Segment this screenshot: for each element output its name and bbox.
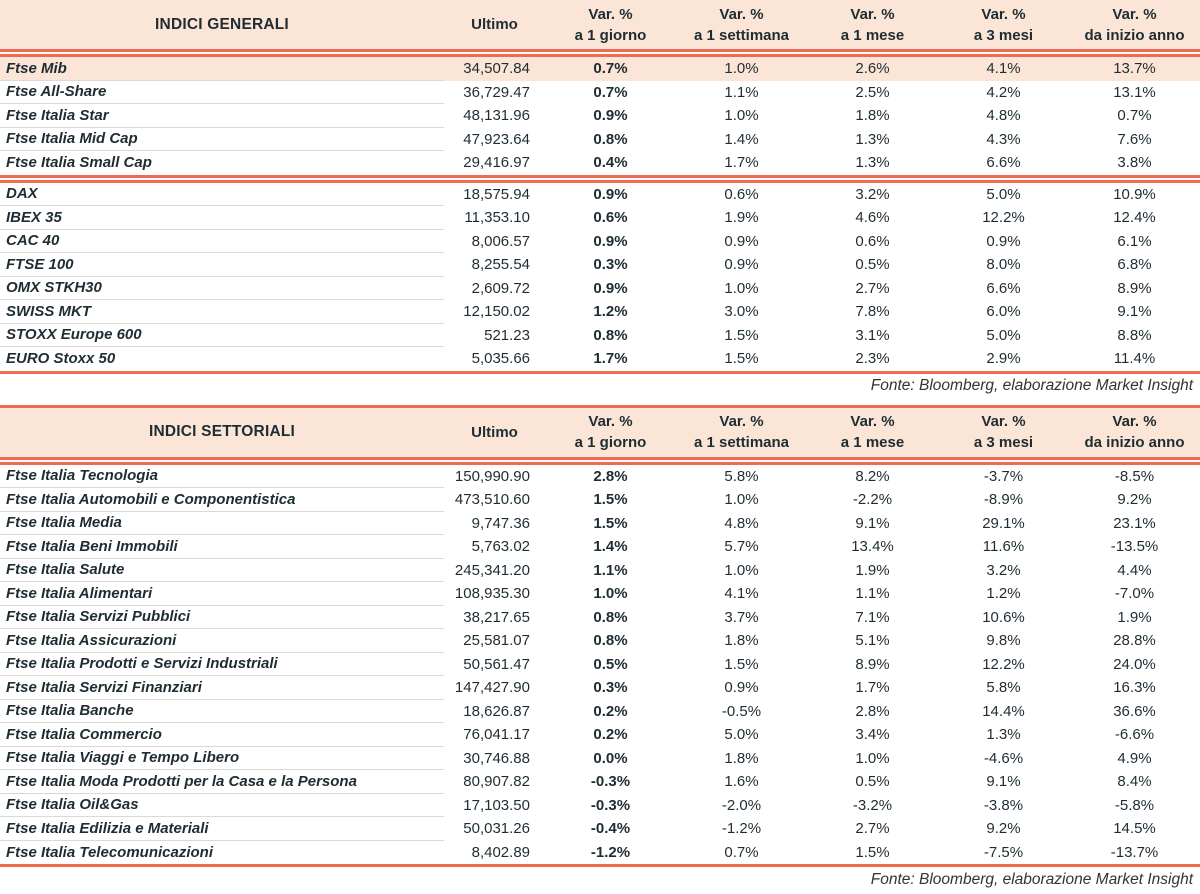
- var-3-mesi-value: -3.8%: [983, 796, 1024, 814]
- var-1-settimana-value: 5.8%: [724, 467, 759, 485]
- ultimo-value: 5,035.66: [471, 350, 530, 368]
- var-3-mesi-value: 1.3%: [986, 726, 1021, 744]
- ultimo-value: 29,416.97: [463, 154, 530, 172]
- var-1-settimana-value: 1.5%: [724, 655, 759, 673]
- var-3-mesi-value: 6.0%: [986, 303, 1021, 321]
- var-1-settimana-value: 1.9%: [724, 209, 759, 227]
- var-label-line1: Var. %: [719, 5, 764, 23]
- ultimo-value: 50,561.47: [463, 655, 530, 673]
- var-inizio-anno-value: 16.3%: [1113, 679, 1156, 697]
- var-inizio-anno-value: 14.5%: [1113, 820, 1156, 838]
- var-3-mesi-value: -3.7%: [983, 467, 1024, 485]
- var-3-mesi-value: 9.1%: [986, 773, 1021, 791]
- column-header-var: [807, 408, 938, 457]
- index-name: Ftse Italia Small Cap: [6, 154, 152, 172]
- var-1-settimana-value: 1.8%: [724, 749, 759, 767]
- var-1-giorno-value: 0.0%: [593, 749, 628, 767]
- var-1-giorno-value: 1.0%: [593, 585, 628, 603]
- header-divider: [0, 49, 1200, 57]
- var-1-settimana-value: 1.0%: [724, 279, 759, 297]
- var-3-mesi-value: 4.3%: [986, 130, 1021, 148]
- table-row: [0, 559, 1200, 583]
- var-1-settimana-value: 5.7%: [724, 538, 759, 556]
- table-row: [0, 104, 1200, 128]
- var-label-line1: Var. %: [719, 413, 764, 430]
- table-row: [0, 81, 1200, 105]
- var-1-settimana-value: -2.0%: [721, 796, 762, 814]
- group-divider: [0, 175, 1200, 183]
- var-1-giorno-value: -0.3%: [590, 773, 631, 791]
- ultimo-value: 8,255.54: [471, 256, 530, 274]
- var-inizio-anno-value: -5.8%: [1114, 796, 1155, 814]
- table-row: [0, 183, 1200, 207]
- var-label-line2: da inizio anno: [1084, 434, 1185, 451]
- ultimo-value: 17,103.50: [463, 796, 530, 814]
- ultimo-value: 36,729.47: [463, 83, 530, 101]
- index-name: Ftse Italia Mid Cap: [0, 128, 444, 152]
- index-name: EURO Stoxx 50: [6, 350, 116, 368]
- var-1-mese-value: 1.5%: [855, 843, 890, 861]
- var-inizio-anno-value: -6.6%: [1114, 726, 1155, 744]
- table-row: [0, 347, 1200, 371]
- var-inizio-anno-value: 3.8%: [1117, 154, 1152, 172]
- var-3-mesi-value: -4.6%: [983, 749, 1024, 767]
- var-1-mese-value: 0.5%: [855, 773, 890, 791]
- var-1-mese-value: 9.1%: [855, 514, 890, 532]
- var-1-mese-value: 3.1%: [855, 326, 890, 344]
- var-1-mese-value: 2.6%: [855, 60, 890, 78]
- ultimo-value: 473,510.60: [454, 491, 530, 509]
- var-3-mesi-value: 2.9%: [986, 350, 1021, 368]
- var-1-mese-value: -2.2%: [852, 491, 893, 509]
- index-name: Ftse Italia Salute: [0, 559, 444, 583]
- var-1-giorno-value: 0.3%: [593, 679, 628, 697]
- index-name: Ftse Italia Viaggi e Tempo Libero: [0, 747, 444, 771]
- table-body: [0, 57, 1200, 371]
- index-name: Ftse Italia Banche: [0, 700, 444, 724]
- var-inizio-anno-value: 6.8%: [1117, 256, 1152, 274]
- var-1-giorno-value: 0.5%: [593, 655, 628, 673]
- var-1-mese-value: 0.6%: [855, 232, 890, 250]
- var-label-line1: Var. %: [981, 413, 1026, 430]
- table-row: [0, 629, 1200, 653]
- var-1-settimana-value: 3.0%: [724, 303, 759, 321]
- var-1-mese-value: 2.8%: [855, 702, 890, 720]
- index-name: Ftse Italia Automobili e Componentistica: [0, 488, 444, 512]
- table-body: [0, 465, 1200, 865]
- index-name: Ftse All-Share: [0, 81, 444, 105]
- index-name: Ftse Italia Oil&Gas: [0, 794, 444, 818]
- index-name: CAC 40: [0, 230, 444, 254]
- ultimo-value: 9,747.36: [471, 514, 530, 532]
- indici-generali-table: [0, 0, 1200, 399]
- column-header-ultimo: [444, 0, 545, 49]
- var-inizio-anno-value: 12.4%: [1113, 209, 1156, 227]
- ultimo-label: Ultimo: [471, 16, 518, 33]
- table-row: [0, 817, 1200, 841]
- var-1-mese-value: 1.1%: [855, 585, 890, 603]
- index-name: Ftse Italia Moda Prodotti per la Casa e la Persona: [0, 770, 444, 794]
- table-row: [0, 606, 1200, 630]
- var-inizio-anno-value: 6.1%: [1117, 232, 1152, 250]
- var-1-settimana-value: 4.1%: [724, 585, 759, 603]
- column-header-var: [545, 408, 676, 457]
- index-name: OMX STKH30: [0, 277, 444, 301]
- ultimo-value: 5,763.02: [471, 538, 530, 556]
- var-1-settimana-value: 1.0%: [724, 491, 759, 509]
- var-1-settimana-value: 1.5%: [724, 326, 759, 344]
- var-1-settimana-value: -0.5%: [721, 702, 762, 720]
- table-row: [0, 512, 1200, 536]
- column-header-var: [676, 0, 807, 49]
- var-1-mese-value: 5.1%: [855, 632, 890, 650]
- ultimo-value: 80,907.82: [463, 773, 530, 791]
- var-inizio-anno-value: 9.1%: [1117, 303, 1152, 321]
- ultimo-value: 38,217.65: [463, 608, 530, 626]
- var-1-mese-value: 4.6%: [855, 209, 890, 227]
- var-1-mese-value: 13.4%: [851, 538, 894, 556]
- var-1-mese-value: 1.8%: [855, 107, 890, 125]
- column-header-var: [807, 0, 938, 49]
- source-note: Fonte: Bloomberg, elaborazione Market Insight: [870, 377, 1193, 394]
- var-1-giorno-value: 0.8%: [593, 632, 628, 650]
- var-inizio-anno-value: 0.7%: [1117, 107, 1152, 125]
- var-inizio-anno-value: 36.6%: [1113, 702, 1156, 720]
- header-divider: [0, 457, 1200, 465]
- index-name: Ftse Italia Beni Immobili: [0, 535, 444, 559]
- index-name: Ftse Italia Tecnologia: [0, 465, 444, 489]
- var-1-giorno-value: 0.2%: [593, 702, 628, 720]
- var-1-mese-value: 2.7%: [855, 279, 890, 297]
- var-3-mesi-value: 12.2%: [982, 655, 1025, 673]
- var-label-line2: a 1 giorno: [574, 434, 647, 451]
- var-1-giorno-value: 0.2%: [593, 726, 628, 744]
- index-name: Ftse Italia Telecomunicazioni: [6, 843, 213, 861]
- var-1-giorno-value: 0.7%: [593, 83, 628, 101]
- var-inizio-anno-value: 4.9%: [1117, 749, 1152, 767]
- var-1-giorno-value: -0.3%: [590, 796, 631, 814]
- var-1-settimana-value: 0.9%: [724, 232, 759, 250]
- var-1-settimana-value: 0.9%: [724, 256, 759, 274]
- var-1-giorno-value: -0.4%: [590, 820, 631, 838]
- column-header-ultimo: [444, 408, 545, 457]
- var-1-settimana-value: 1.5%: [724, 350, 759, 368]
- column-header-var: [545, 0, 676, 49]
- var-1-mese-value: 7.1%: [855, 608, 890, 626]
- index-name: Ftse Italia Assicurazioni: [0, 629, 444, 653]
- table-row: [0, 582, 1200, 606]
- index-name: SWISS MKT: [0, 300, 444, 324]
- var-1-mese-value: -3.2%: [852, 796, 893, 814]
- var-inizio-anno-value: 23.1%: [1113, 514, 1156, 532]
- table-row: [0, 488, 1200, 512]
- var-label-line2: a 1 mese: [840, 434, 905, 451]
- var-3-mesi-value: -7.5%: [983, 843, 1024, 861]
- var-1-settimana-value: 1.0%: [724, 107, 759, 125]
- table-header: [0, 408, 1200, 457]
- ultimo-value: 50,031.26: [463, 820, 530, 838]
- var-1-giorno-value: 0.4%: [593, 154, 628, 172]
- var-inizio-anno-value: 1.9%: [1117, 608, 1152, 626]
- var-inizio-anno-value: 8.8%: [1117, 326, 1152, 344]
- var-label-line2: a 3 mesi: [973, 434, 1034, 451]
- var-1-settimana-value: 1.1%: [724, 83, 759, 101]
- var-3-mesi-value: 14.4%: [982, 702, 1025, 720]
- ultimo-value: 48,131.96: [463, 107, 530, 125]
- var-1-mese-value: 1.3%: [855, 154, 890, 172]
- ultimo-value: 12,150.02: [463, 303, 530, 321]
- source-note: Fonte: Bloomberg, elaborazione Market Insight: [870, 870, 1193, 888]
- var-inizio-anno-value: 7.6%: [1117, 130, 1152, 148]
- table-row: [0, 128, 1200, 152]
- var-1-settimana-value: 1.8%: [724, 632, 759, 650]
- var-1-giorno-value: 0.6%: [593, 209, 628, 227]
- table-row: [0, 206, 1200, 230]
- ultimo-value: 25,581.07: [463, 632, 530, 650]
- var-inizio-anno-value: 13.1%: [1113, 83, 1156, 101]
- var-3-mesi-value: 4.1%: [986, 60, 1021, 78]
- indici-settoriali-table: [0, 405, 1200, 893]
- var-1-mese-value: 1.9%: [855, 561, 890, 579]
- var-1-settimana-value: -1.2%: [721, 820, 762, 838]
- column-header-var: [938, 0, 1069, 49]
- var-3-mesi-value: 9.2%: [986, 820, 1021, 838]
- var-1-settimana-value: 1.0%: [724, 561, 759, 579]
- var-label-line2: a 1 settimana: [693, 26, 790, 44]
- table-row: [0, 465, 1200, 489]
- var-inizio-anno-value: 10.9%: [1113, 185, 1156, 203]
- index-name: Ftse Italia Commercio: [0, 723, 444, 747]
- var-3-mesi-value: 6.6%: [986, 279, 1021, 297]
- var-3-mesi-value: 10.6%: [982, 608, 1025, 626]
- var-1-mese-value: 2.5%: [855, 83, 890, 101]
- column-header-var: [938, 408, 1069, 457]
- index-name: Ftse Italia Star: [0, 104, 444, 128]
- var-label-line1: Var. %: [850, 413, 895, 430]
- var-1-giorno-value: 1.5%: [593, 491, 628, 509]
- var-3-mesi-value: 4.8%: [986, 107, 1021, 125]
- var-3-mesi-value: 11.6%: [982, 538, 1025, 556]
- var-inizio-anno-value: -8.5%: [1114, 467, 1155, 485]
- column-header-var: [1069, 0, 1200, 49]
- table-row: [0, 700, 1200, 724]
- table-row: [0, 535, 1200, 559]
- var-1-settimana-value: 3.7%: [724, 608, 759, 626]
- var-label-line2: a 1 mese: [840, 26, 905, 44]
- var-1-giorno-value: 0.3%: [593, 256, 628, 274]
- table-row: [0, 723, 1200, 747]
- var-label-line2: da inizio anno: [1084, 26, 1185, 44]
- var-1-giorno-value: 0.9%: [593, 279, 628, 297]
- ultimo-value: 76,041.17: [463, 726, 530, 744]
- ultimo-value: 18,626.87: [463, 702, 530, 720]
- var-inizio-anno-value: -7.0%: [1114, 585, 1155, 603]
- var-1-giorno-value: 1.5%: [593, 514, 628, 532]
- var-3-mesi-value: -8.9%: [983, 491, 1024, 509]
- ultimo-value: 521.23: [484, 326, 530, 344]
- var-1-giorno-value: 0.9%: [593, 232, 628, 250]
- table-row: [0, 324, 1200, 348]
- index-name: IBEX 35: [0, 206, 444, 230]
- table-row: [0, 253, 1200, 277]
- ultimo-value: 2,609.72: [471, 279, 530, 297]
- var-1-settimana-value: 1.6%: [724, 773, 759, 791]
- table-row: [0, 230, 1200, 254]
- index-name: Ftse Italia Prodotti e Servizi Industriali: [0, 653, 444, 677]
- table-row: [0, 770, 1200, 794]
- index-name: STOXX Europe 600: [0, 324, 444, 348]
- var-1-mese-value: 1.7%: [855, 679, 890, 697]
- var-1-mese-value: 2.7%: [855, 820, 890, 838]
- ultimo-value: 108,935.30: [454, 585, 530, 603]
- table-row: [0, 300, 1200, 324]
- var-1-giorno-value: 0.9%: [593, 185, 628, 203]
- var-1-giorno-value: 2.8%: [593, 467, 628, 485]
- var-1-mese-value: 1.3%: [855, 130, 890, 148]
- var-3-mesi-value: 1.2%: [986, 585, 1021, 603]
- var-1-settimana-value: 0.9%: [724, 679, 759, 697]
- index-name: Ftse Mib: [0, 57, 444, 81]
- ultimo-value: 147,427.90: [454, 679, 530, 697]
- var-3-mesi-value: 9.8%: [986, 632, 1021, 650]
- ultimo-value: 18,575.94: [463, 185, 530, 203]
- ultimo-value: 245,341.20: [454, 561, 530, 579]
- var-1-giorno-value: 0.8%: [593, 130, 628, 148]
- index-name: Ftse Italia Media: [0, 512, 444, 536]
- var-inizio-anno-value: 8.4%: [1117, 773, 1152, 791]
- table-row: [0, 747, 1200, 771]
- index-name: DAX: [0, 183, 444, 207]
- index-name: FTSE 100: [0, 253, 444, 277]
- var-1-giorno-value: 1.1%: [593, 561, 628, 579]
- var-3-mesi-value: 4.2%: [986, 83, 1021, 101]
- var-label-line1: Var. %: [588, 413, 633, 430]
- var-inizio-anno-value: -13.7%: [1110, 843, 1159, 861]
- var-3-mesi-value: 5.8%: [986, 679, 1021, 697]
- var-1-mese-value: 7.8%: [855, 303, 890, 321]
- var-1-mese-value: 0.5%: [855, 256, 890, 274]
- var-inizio-anno-value: 11.4%: [1113, 350, 1156, 368]
- var-1-settimana-value: 1.7%: [724, 154, 759, 172]
- table-row: [0, 653, 1200, 677]
- ultimo-value: 34,507.84: [463, 60, 530, 78]
- var-label-line2: a 1 giorno: [574, 26, 647, 44]
- var-3-mesi-value: 5.0%: [986, 326, 1021, 344]
- var-1-mese-value: 3.2%: [855, 185, 890, 203]
- ultimo-value: 8,402.89: [471, 843, 530, 861]
- var-1-mese-value: 8.9%: [855, 655, 890, 673]
- index-name: Ftse Italia Servizi Pubblici: [0, 606, 444, 630]
- var-3-mesi-value: 5.0%: [986, 185, 1021, 203]
- var-3-mesi-value: 6.6%: [986, 154, 1021, 172]
- var-1-settimana-value: 1.0%: [724, 60, 759, 78]
- var-1-giorno-value: 1.7%: [593, 350, 628, 368]
- table-title: INDICI SETTORIALI: [148, 423, 296, 440]
- var-inizio-anno-value: 13.7%: [1113, 60, 1156, 78]
- var-inizio-anno-value: 4.4%: [1117, 561, 1152, 579]
- table-title: INDICI GENERALI: [155, 15, 289, 33]
- var-label-line2: a 3 mesi: [973, 26, 1034, 44]
- var-1-giorno-value: 1.4%: [593, 538, 628, 556]
- var-3-mesi-value: 29.1%: [982, 514, 1025, 532]
- var-3-mesi-value: 0.9%: [986, 232, 1021, 250]
- index-name: Ftse Italia Servizi Finanziari: [0, 676, 444, 700]
- var-1-giorno-value: 1.2%: [593, 303, 628, 321]
- index-name: Ftse Italia Alimentari: [0, 582, 444, 606]
- var-1-mese-value: 3.4%: [855, 726, 890, 744]
- ultimo-value: 47,923.64: [463, 130, 530, 148]
- var-label-line2: a 1 settimana: [693, 434, 790, 451]
- table-header: [0, 0, 1200, 49]
- var-1-mese-value: 2.3%: [855, 350, 890, 368]
- var-1-settimana-value: 1.4%: [724, 130, 759, 148]
- ultimo-value: 8,006.57: [471, 232, 530, 250]
- ultimo-value: 11,353.10: [464, 209, 530, 227]
- var-1-giorno-value: 0.8%: [593, 608, 628, 626]
- var-label-line1: Var. %: [588, 5, 633, 23]
- var-inizio-anno-value: 8.9%: [1117, 279, 1152, 297]
- var-1-settimana-value: 4.8%: [724, 514, 759, 532]
- var-label-line1: Var. %: [981, 5, 1026, 23]
- ultimo-value: 150,990.90: [454, 467, 530, 485]
- var-1-settimana-value: 5.0%: [724, 726, 759, 744]
- var-3-mesi-value: 8.0%: [986, 256, 1021, 274]
- var-label-line1: Var. %: [1112, 5, 1157, 23]
- table-row: [0, 151, 1200, 175]
- index-name: Ftse Italia Edilizia e Materiali: [0, 817, 444, 841]
- var-label-line1: Var. %: [850, 5, 895, 23]
- var-1-giorno-value: -1.2%: [590, 843, 631, 861]
- var-1-settimana-value: 0.7%: [724, 843, 759, 861]
- var-inizio-anno-value: -13.5%: [1110, 538, 1159, 556]
- table-row: [0, 841, 1200, 865]
- var-inizio-anno-value: 9.2%: [1117, 491, 1152, 509]
- column-header-var: [676, 408, 807, 457]
- ultimo-label: Ultimo: [471, 423, 518, 441]
- var-3-mesi-value: 3.2%: [986, 561, 1021, 579]
- table-row: [0, 794, 1200, 818]
- var-1-giorno-value: 0.8%: [593, 326, 628, 344]
- var-1-mese-value: 8.2%: [855, 467, 890, 485]
- table-row: [0, 676, 1200, 700]
- ultimo-value: 30,746.88: [463, 749, 530, 767]
- var-3-mesi-value: 12.2%: [982, 209, 1025, 227]
- var-inizio-anno-value: 24.0%: [1113, 655, 1156, 673]
- var-1-settimana-value: 0.6%: [724, 185, 759, 203]
- var-1-giorno-value: 0.7%: [593, 60, 628, 78]
- table-row: [0, 57, 1200, 81]
- var-1-giorno-value: 0.9%: [593, 107, 628, 125]
- column-header-var: [1069, 408, 1200, 457]
- table-row: [0, 277, 1200, 301]
- var-inizio-anno-value: 28.8%: [1113, 632, 1156, 650]
- var-label-line1: Var. %: [1112, 413, 1157, 430]
- var-1-mese-value: 1.0%: [855, 749, 890, 767]
